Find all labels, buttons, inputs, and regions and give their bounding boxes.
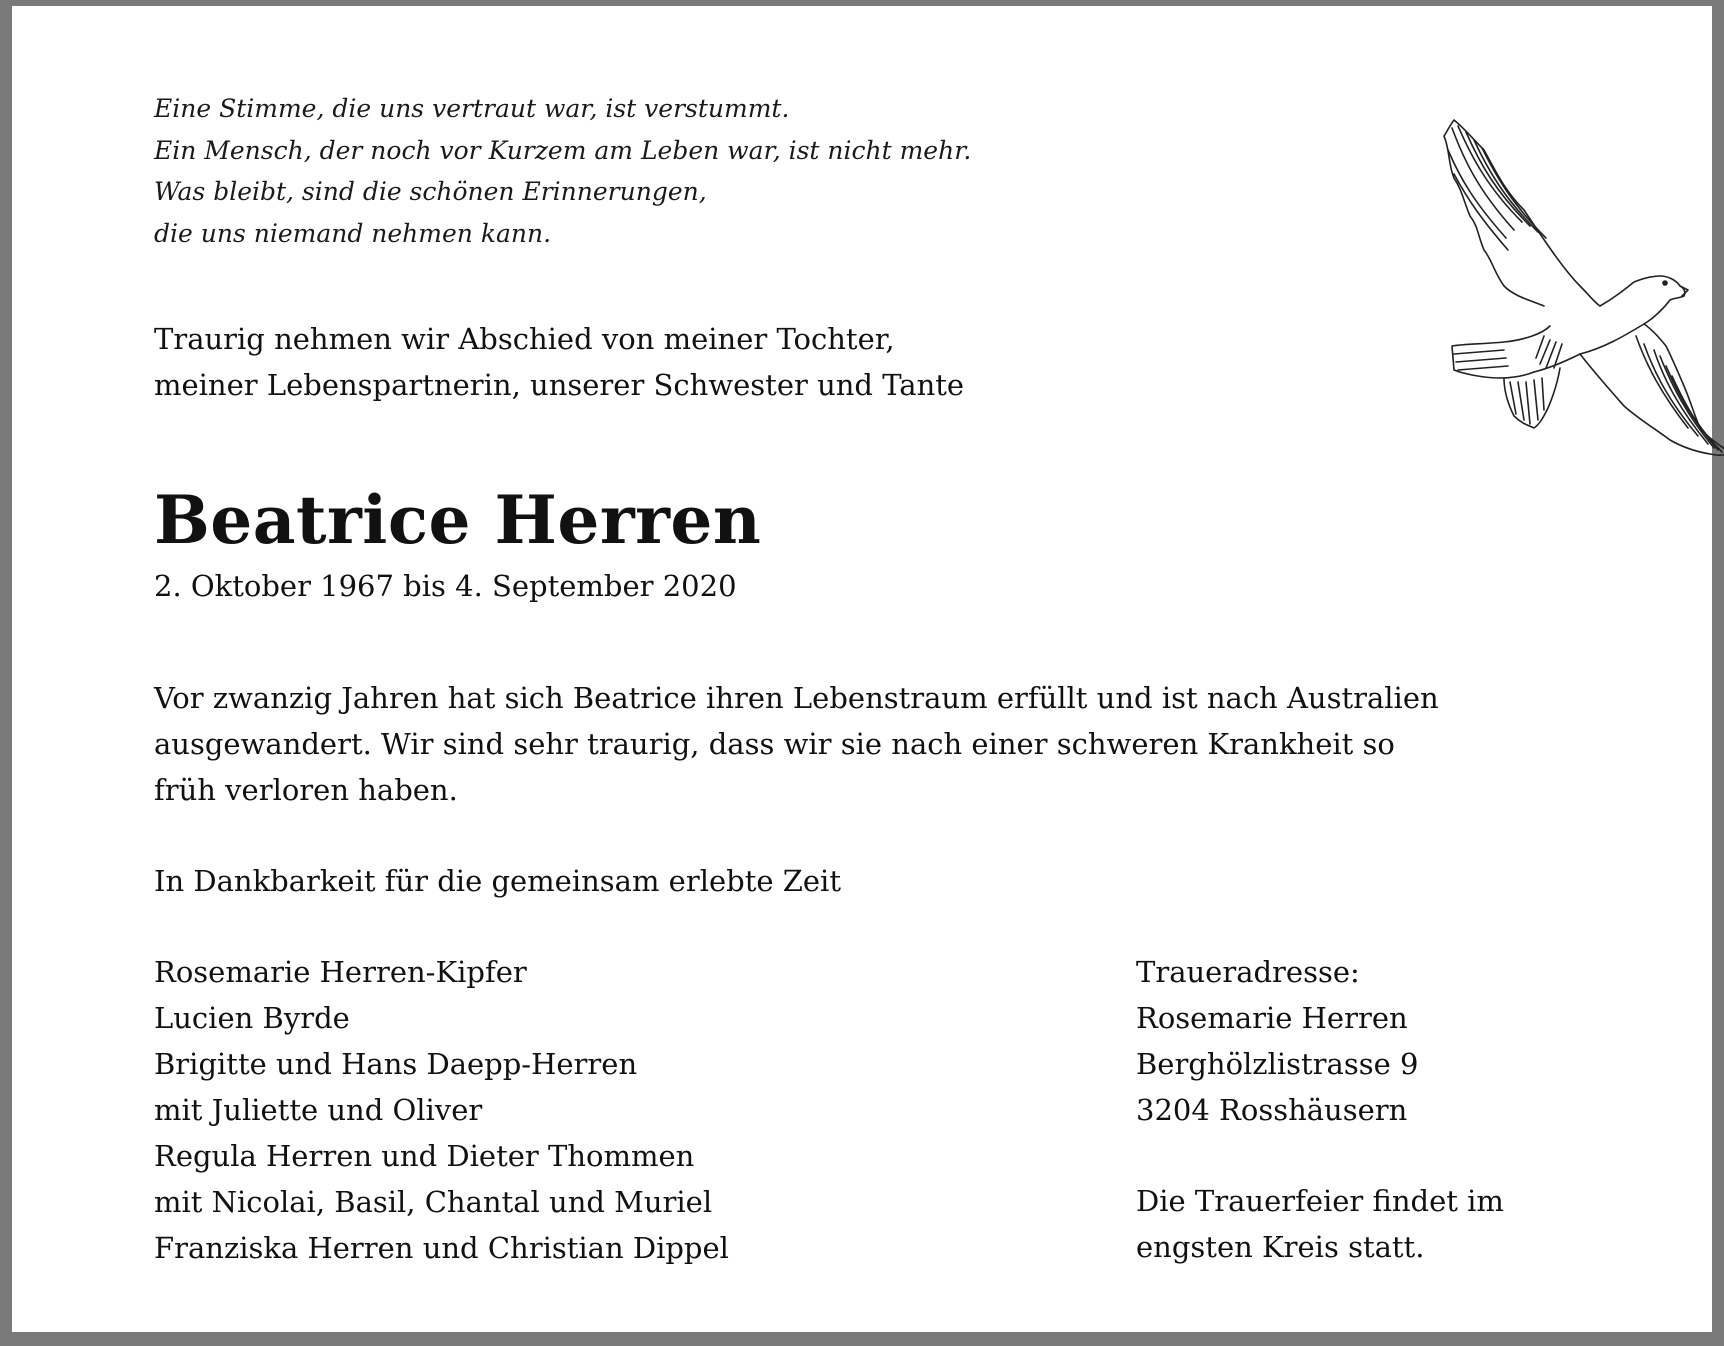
biography-line: Vor zwanzig Jahren hat sich Beatrice ihren Lebenstraum erfüllt und ist nach Australien (154, 681, 1439, 715)
family-member: Lucien Byrde (154, 1001, 350, 1035)
poem-line: Ein Mensch, der noch vor Kurzem am Leben war, ist nicht mehr. (154, 135, 972, 165)
family-member: Regula Herren und Dieter Thommen (154, 1139, 695, 1173)
family-member: mit Nicolai, Basil, Chantal und Muriel (154, 1185, 713, 1219)
mourning-address (1136, 949, 1418, 1133)
family-member: Franziska Herren und Christian Dippel (154, 1231, 729, 1265)
ceremony-line: Die Trauerfeier findet im (1136, 1184, 1504, 1218)
family-member: Rosemarie Herren-Kipfer (154, 955, 527, 989)
dove-icon (1354, 110, 1724, 500)
poem-line: Was bleibt, sind die schönen Erinnerungen, (154, 177, 707, 206)
poem-line: die uns niemand nehmen kann. (154, 218, 552, 248)
deceased-name: Beatrice Herren (154, 481, 762, 559)
poem-line: Eine Stimme, die uns vertraut war, ist verstummt. (154, 94, 790, 123)
intro-line: Traurig nehmen wir Abschied von meiner Tochter, (154, 322, 895, 356)
family-list (154, 949, 729, 1271)
biography-line: früh verloren haben. (154, 773, 458, 807)
life-dates: 2. Oktober 1967 bis 4. September 2020 (154, 569, 737, 603)
dove-body (1534, 276, 1685, 372)
dove-eye (1663, 281, 1667, 285)
ceremony-line: engsten Kreis statt. (1136, 1230, 1425, 1264)
address-line: Traueradresse: (1136, 955, 1360, 989)
family-member: mit Juliette und Oliver (154, 1093, 483, 1127)
address-line: Rosemarie Herren (1136, 1001, 1408, 1035)
address-line: 3204 Rosshäusern (1136, 1093, 1408, 1127)
memorial-poem (154, 88, 1154, 254)
dove-tail (1452, 326, 1550, 378)
biography-line: ausgewandert. Wir sind sehr traurig, dass wir sie nach einer schweren Krankheit so (154, 727, 1395, 761)
intro-line: meiner Lebenspartnerin, unserer Schwester und Tante (154, 368, 965, 402)
ceremony-note (1136, 1178, 1504, 1270)
gratitude-line: In Dankbarkeit für die gemeinsam erlebte Zeit (154, 864, 841, 898)
family-member: Brigitte und Hans Daepp-Herren (154, 1047, 638, 1081)
biography-text (154, 675, 1574, 813)
farewell-intro (154, 316, 1154, 408)
address-line: Berghölzlistrasse 9 (1136, 1047, 1419, 1081)
dove-lower-wing (1580, 324, 1724, 455)
